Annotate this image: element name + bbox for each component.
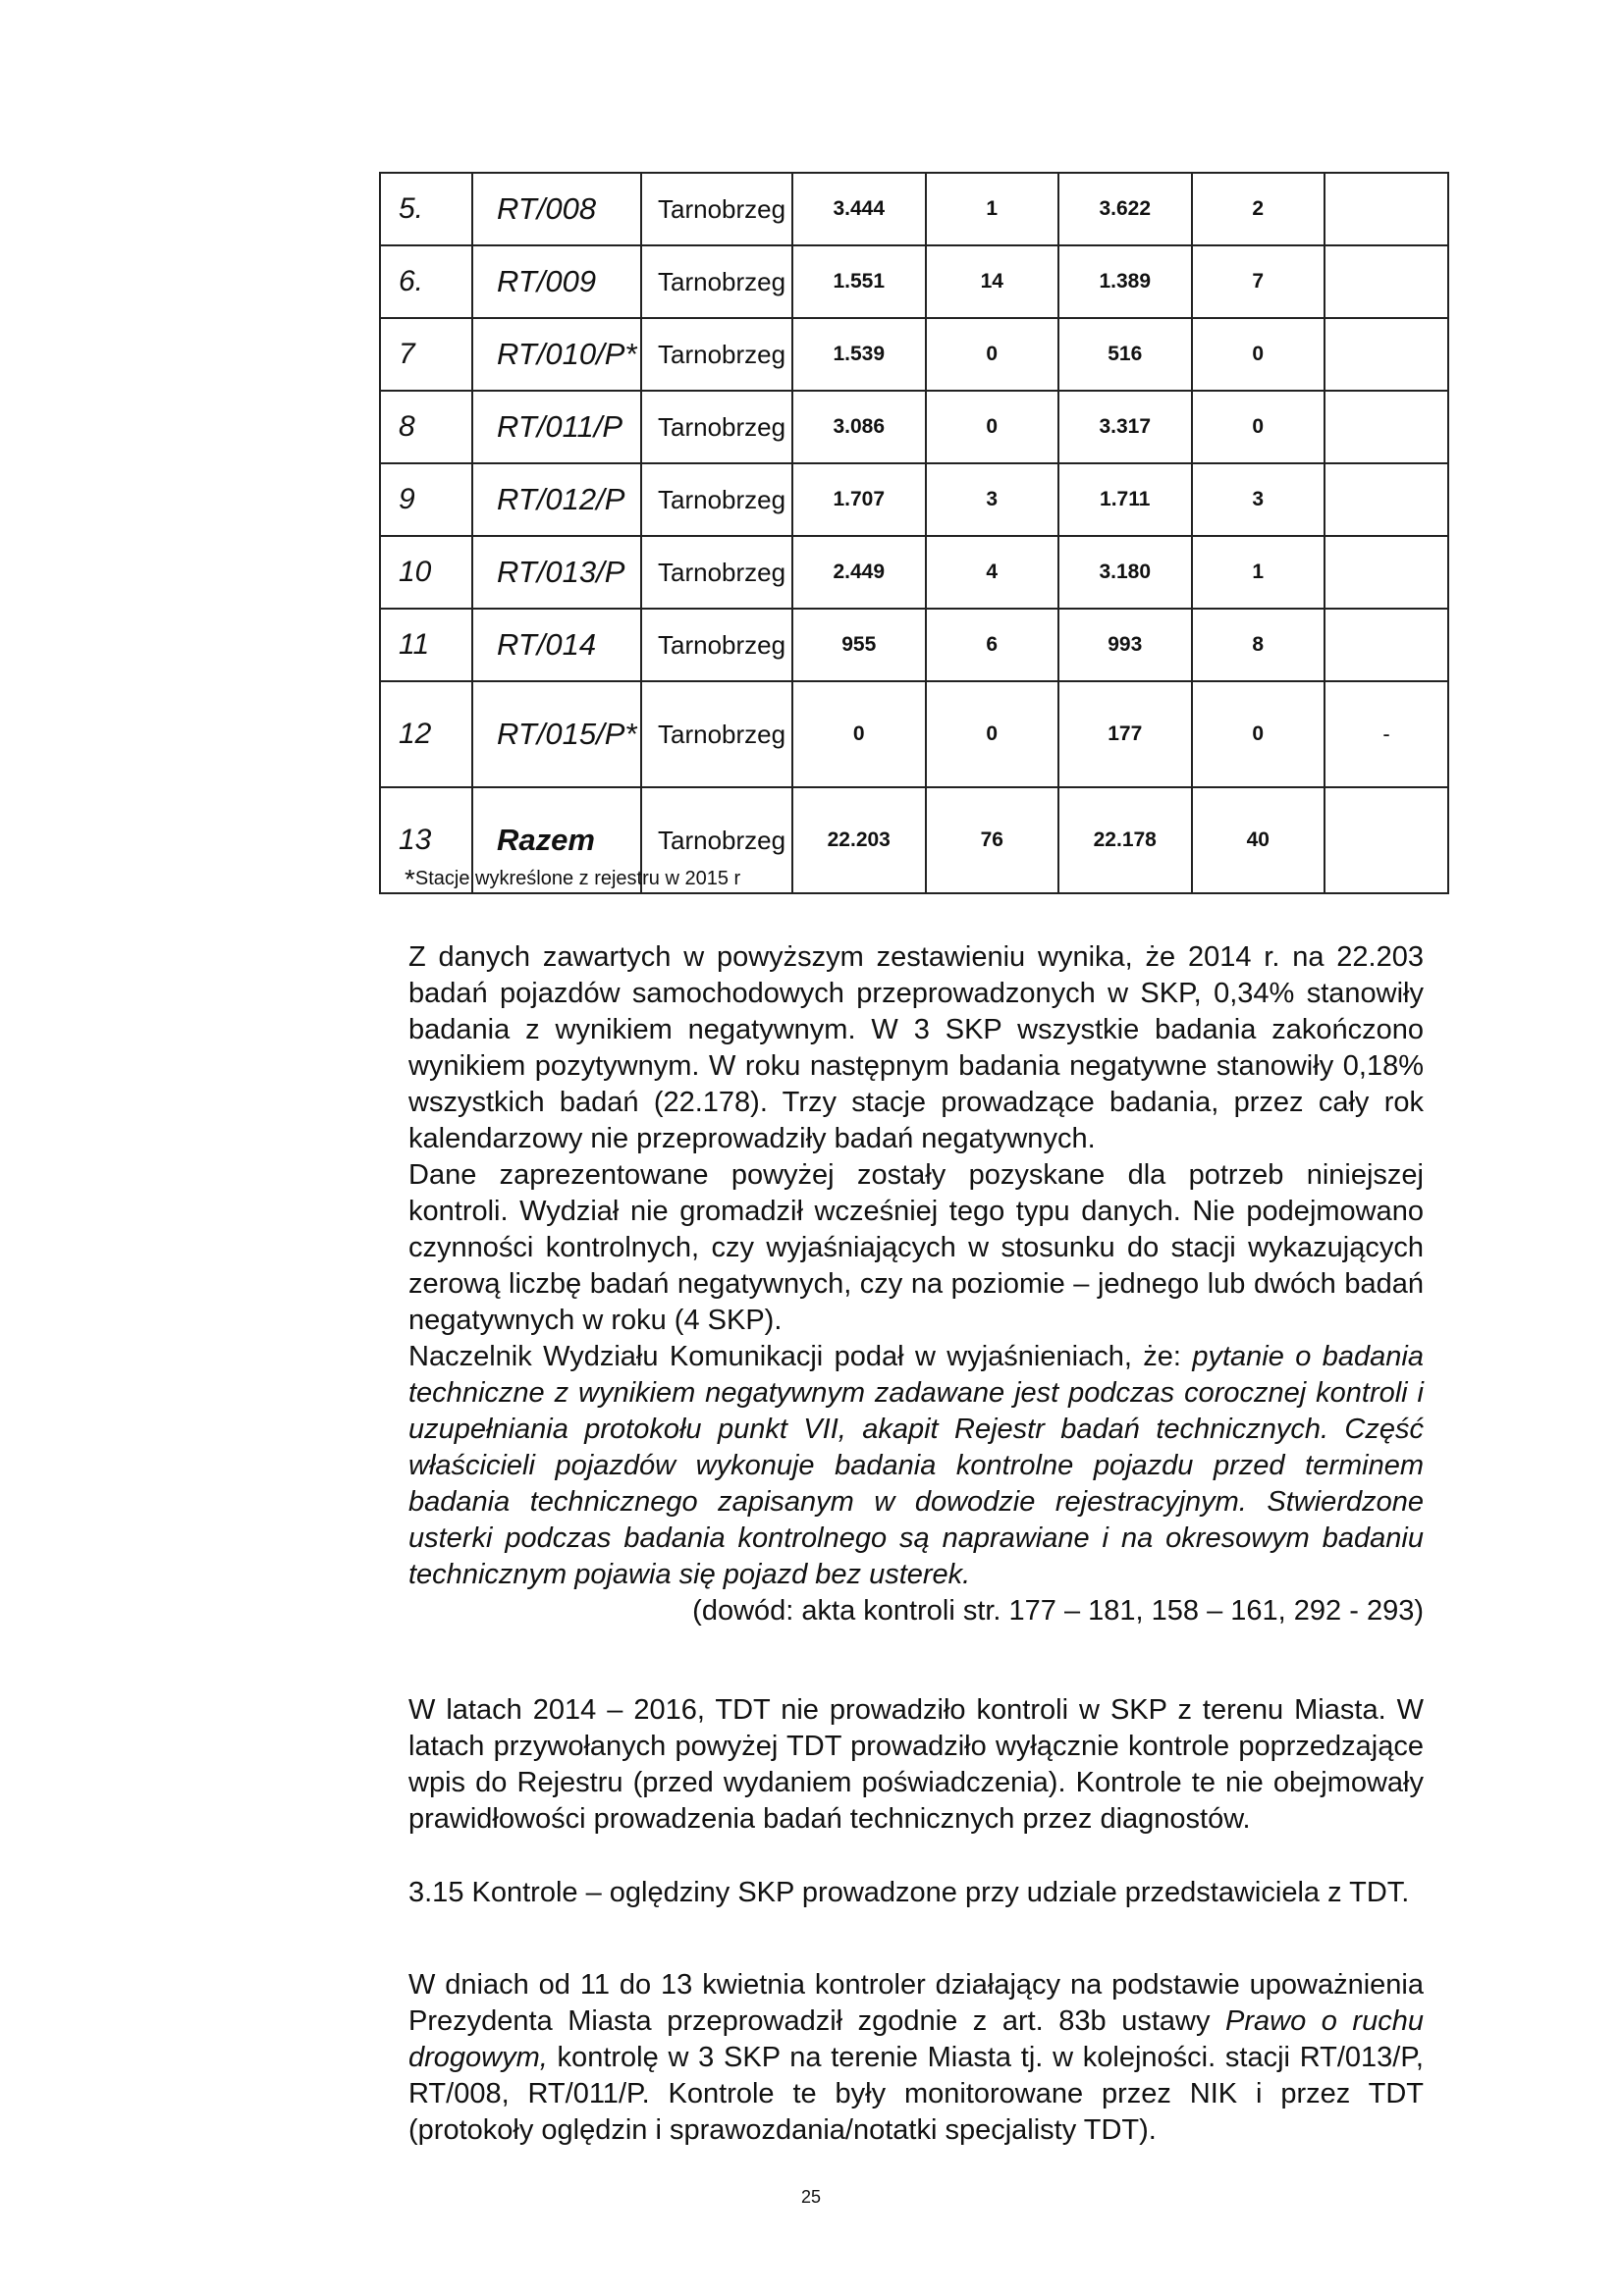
- value-cell-3: 22.178: [1058, 787, 1192, 893]
- value-cell-1: 955: [792, 609, 926, 681]
- value-cell-3: 1.711: [1058, 463, 1192, 536]
- value-cell-3: 1.389: [1058, 245, 1192, 318]
- table-row: [380, 391, 1448, 463]
- row-number-cell: 12: [380, 681, 472, 787]
- value-cell-3: 3.317: [1058, 391, 1192, 463]
- value-cell-2: 76: [926, 787, 1059, 893]
- value-cell-2: 0: [926, 318, 1059, 391]
- city-cell: Tarnobrzeg: [641, 391, 792, 463]
- table-row: [380, 609, 1448, 681]
- value-cell-4: 40: [1192, 787, 1325, 893]
- evidence-note: (dowód: akta kontroli str. 177 – 181, 158 – 161, 292 - 293): [692, 1595, 1424, 1627]
- value-cell-3: 3.622: [1058, 173, 1192, 245]
- section-heading: 3.15 Kontrole – oględziny SKP prowadzone przy udziale przedstawiciela z TDT.: [408, 1877, 1410, 1908]
- value-cell-5: [1325, 391, 1448, 463]
- value-cell-4: 0: [1192, 681, 1325, 787]
- value-cell-5: [1325, 787, 1448, 893]
- page-number: 25: [800, 2187, 822, 2207]
- value-cell-5: [1325, 463, 1448, 536]
- value-cell-2: 0: [926, 681, 1059, 787]
- station-code-cell: Razem: [472, 787, 641, 893]
- station-code-cell: RT/011/P: [472, 391, 641, 463]
- table-row: [380, 536, 1448, 609]
- value-cell-2: 4: [926, 536, 1059, 609]
- inspection-law-title: Prawo o ruchu drogowym,: [408, 2005, 1424, 2073]
- table-row: [380, 318, 1448, 391]
- value-cell-1: 1.551: [792, 245, 926, 318]
- value-cell-4: 8: [1192, 609, 1325, 681]
- row-number-cell: 7: [380, 318, 472, 391]
- value-cell-4: 7: [1192, 245, 1325, 318]
- table-row: [380, 245, 1448, 318]
- paragraph-tdt: W latach 2014 – 2016, TDT nie prowadziło kontroli w SKP z terenu Miasta. W latach przywołanych powyżej TDT prowadziło wyłącznie kontrole poprzedzające wpis do Rejestru (przed wydaniem poświadczenia). Kontrole te nie obejmowały prawidłowości prowadzenia badań technicznych przez diagnostów.: [408, 1694, 1424, 1835]
- value-cell-4: 0: [1192, 318, 1325, 391]
- value-cell-2: 1: [926, 173, 1059, 245]
- value-cell-3: 177: [1058, 681, 1192, 787]
- paragraph-explanation: [408, 1339, 1424, 1593]
- footnote-text: Stacje wykreślone z rejestru w 2015 r: [414, 868, 741, 889]
- value-cell-5: [1325, 609, 1448, 681]
- value-cell-2: 6: [926, 609, 1059, 681]
- value-cell-5: -: [1325, 681, 1448, 787]
- paragraph-summary: Z danych zawartych w powyższym zestawieniu wynika, że 2014 r. na 22.203 badań pojazdów samochodowych przeprowadzonych w SKP, 0,34% stanowiły badania z wynikiem negatywnym. W 3 SKP wszystkie badania zakończono wynikiem pozytywnym. W roku następnym badania negatywne stanowiły 0,18% wszystkich badań (22.178). Trzy stacje prowadzące badania, przez cały rok kalendarzowy nie przeprowadziły badań negatywnych.: [408, 941, 1424, 1154]
- station-code-cell: RT/014: [472, 609, 641, 681]
- city-cell: Tarnobrzeg: [641, 245, 792, 318]
- paragraph-data-source: Dane zaprezentowane powyżej zostały pozyskane dla potrzeb niniejszej kontroli. Wydział nie gromadził wcześniej tego typu danych. Nie podejmowano czynności kontrolnych, czy wyjaśniających w stosunku do stacji wykazujących zerową liczbę badań negatywnych, czy na poziomie – jednego lub dwóch badań negatywnych w roku (4 SKP).: [408, 1159, 1424, 1336]
- row-number-cell: 9: [380, 463, 472, 536]
- value-cell-2: 3: [926, 463, 1059, 536]
- station-code-cell: RT/012/P: [472, 463, 641, 536]
- explanation-lead: Naczelnik Wydziału Komunikacji podał w wyjaśnieniach, że:: [408, 1341, 1193, 1372]
- station-code-cell: RT/015/P*: [472, 681, 641, 787]
- value-cell-5: [1325, 245, 1448, 318]
- stations-table: [379, 172, 1449, 894]
- value-cell-4: 3: [1192, 463, 1325, 536]
- value-cell-5: [1325, 318, 1448, 391]
- inspection-text-b: kontrolę w 3 SKP na terenie Miasta tj. w kolejności. stacji RT/013/P, RT/008, RT/011/P. Kontrole te były monitorowane przez NIK i przez TDT (protokoły oględzin i sprawozdania/notatki specjalisty TDT).: [408, 2042, 1424, 2146]
- value-cell-1: 22.203: [792, 787, 926, 893]
- value-cell-3: 993: [1058, 609, 1192, 681]
- city-cell: Tarnobrzeg: [641, 609, 792, 681]
- explanation-quote: pytanie o badania techniczne z wynikiem negatywnym zadawane jest podczas corocznej kontroli i uzupełniania protokołu punkt VII, akapit Rejestr badań technicznych. Część właścicieli pojazdów wykonuje badania kontrolne pojazdu przed terminem badania technicznego zapisanym w dowodzie rejestracyjnym. Stwierdzone usterki podczas badania kontrolnego są naprawiane i na okresowym badaniu technicznym pojawia się pojazd bez usterek.: [408, 1341, 1424, 1590]
- value-cell-2: 14: [926, 245, 1059, 318]
- table-row: [380, 681, 1448, 787]
- value-cell-3: 3.180: [1058, 536, 1192, 609]
- city-cell: Tarnobrzeg: [641, 536, 792, 609]
- row-number-cell: 6.: [380, 245, 472, 318]
- station-code-cell: RT/013/P: [472, 536, 641, 609]
- value-cell-1: 2.449: [792, 536, 926, 609]
- table-row: [380, 463, 1448, 536]
- row-number-cell: 13: [380, 787, 472, 893]
- city-cell: Tarnobrzeg: [641, 318, 792, 391]
- city-cell: Tarnobrzeg: [641, 463, 792, 536]
- value-cell-4: 2: [1192, 173, 1325, 245]
- value-cell-3: 516: [1058, 318, 1192, 391]
- city-cell: Tarnobrzeg: [641, 681, 792, 787]
- row-number-cell: 11: [380, 609, 472, 681]
- stations-table-body: [380, 173, 1448, 893]
- station-code-cell: RT/009: [472, 245, 641, 318]
- city-cell: Tarnobrzeg: [641, 787, 792, 893]
- station-code-cell: RT/008: [472, 173, 641, 245]
- value-cell-4: 0: [1192, 391, 1325, 463]
- value-cell-1: 1.707: [792, 463, 926, 536]
- row-number-cell: 8: [380, 391, 472, 463]
- value-cell-1: 3.086: [792, 391, 926, 463]
- value-cell-5: [1325, 173, 1448, 245]
- table-row: [380, 173, 1448, 245]
- inspection-text-a: W dniach od 11 do 13 kwietnia kontroler działający na podstawie upoważnienia Prezydenta Miasta przeprowadził zgodnie z art. 83b ustawy: [408, 1969, 1424, 2037]
- paragraph-inspection: [408, 1967, 1424, 2149]
- station-code-cell: RT/010/P*: [472, 318, 641, 391]
- value-cell-1: 3.444: [792, 173, 926, 245]
- value-cell-1: 0: [792, 681, 926, 787]
- value-cell-2: 0: [926, 391, 1059, 463]
- body-text-block-1: [408, 939, 1424, 1629]
- row-number-cell: 10: [380, 536, 472, 609]
- value-cell-4: 1: [1192, 536, 1325, 609]
- row-number-cell: 5.: [380, 173, 472, 245]
- value-cell-5: [1325, 536, 1448, 609]
- value-cell-1: 1.539: [792, 318, 926, 391]
- city-cell: Tarnobrzeg: [641, 173, 792, 245]
- footnote-star: *: [405, 864, 415, 894]
- table-footnote: [405, 864, 740, 895]
